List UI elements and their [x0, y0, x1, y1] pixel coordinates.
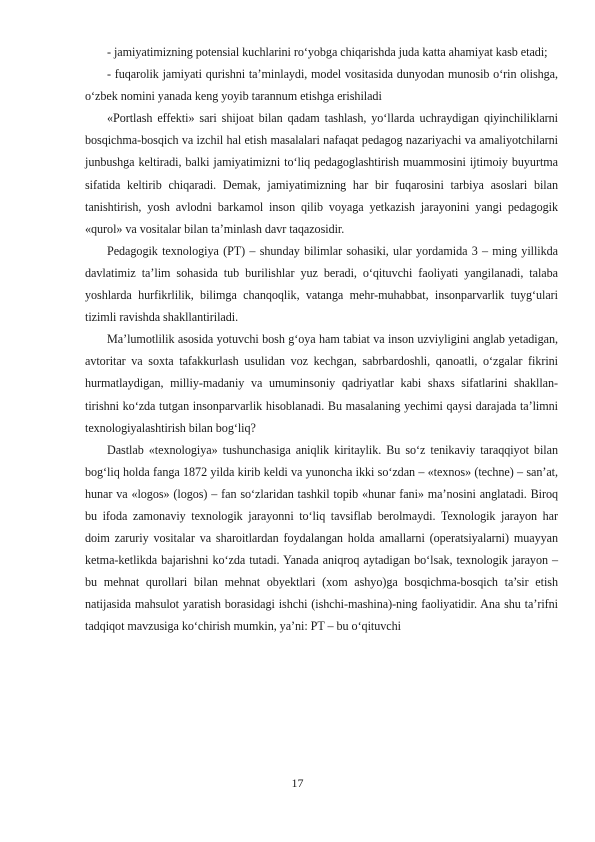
page-number: 17 [291, 776, 304, 790]
paragraph-2: - fuqarolik jamiyati qurishni ta’minlaydi, model vositasida dunyodan munosib o‘rin olishga, o‘zbek nomini yanada keng yoyib tarannum etishga erishiladi [85, 67, 558, 104]
page-body [85, 41, 558, 638]
paragraph-1: - jamiyatimizning potensial kuchlarini ro‘yobga chiqarishda juda katta ahamiyat kasb etadi; [107, 45, 548, 59]
paragraph-6: Dastlab «texnologiya» tushunchasiga aniqlik kiritaylik. Bu so‘z tenikaviy taraqqiyot bilan bog‘liq holda fanga 1872 yilda kirib keldi va yunoncha ikki so‘zdan – «texnos» (techne) – san’at, hunar va «logos» (logos) – fan so‘zlaridan tashkil topib «hunar fani» ma’nosini anglatadi. Biroq bu ifoda zamonaviy texnologik jarayonni to‘liq tavsiflab berolmaydi. Texnologik jarayon har doim zaruriy vositalar va sharoitlardan foydalangan holda amallarni (operatsiyalarni) muayyan ketma-ketlikda bajarishni ko‘zda tutadi. Yanada aniqroq aytadigan bo‘lsak, texnologik jarayon – bu mehnat qurollari bilan mehnat obyektlari (xom ashyo)ga bosqichma-bosqich ta’sir etish natijasida mahsulot yaratish borasidagi ishchi (ishchi-mashina)-ning faoliyatidir. Ana shu ta’rifni tadqiqot mavzusiga ko‘chirish mumkin, ya’ni: PT – bu o‘qituvchi [85, 442, 558, 634]
paragraph-4: Pedagogik texnologiya (PT) – shunday bilimlar sohasiki, ular yordamida 3 – ming yillikda davlatimiz ta’lim sohasida tub burilishlar yuz beradi, o‘qituvchi faoliyati yangilanadi, talaba yoshlarda hurfikrlilik, bilimga chanqoqlik, vatanga mehr-muhabbat, insonparvarlik tuyg‘ulari tizimli ravishda shakllantiriladi. [85, 243, 558, 325]
paragraph-5: Ma’lumotlilik asosida yotuvchi bosh g‘oya ham tabiat va inson uzviyligini anglab yetadigan, avtoritar va soxta tafakkurlash usulidan voz kechgan, sabrbardoshli, qanoatli, o‘zgalar fikrini hurmatlaydigan, milliy-madaniy va umuminsoniy qadriyatlar kabi shaxs sifatlarini shakllan-tirishni ko‘zda tutgan insonparvarlik hisoblanadi. Bu masalaning yechimi qaysi darajada ta’limni texnologiyalashtirish bilan bog‘liq? [85, 332, 558, 435]
paragraph-3: «Portlash effekti» sari shijoat bilan qadam tashlash, yo‘llarda uchraydigan qiyinchiliklarni bosqichma-bosqich va izchil hal etish masalalari nafaqat pedagog nazariyachi va amaliyotchilarni junbushga keltiradi, balki jamiyatimizni to‘liq pedagoglashtirish muammosini ijtimoiy buyurtma sifatida keltirib chiqaradi. Demak, jamiyatimizning har bir fuqarosini tarbiya asoslari bilan tanishtirish, yosh avlodni barkamol inson qilib voyaga yetkazish jarayonini yangi pedagogik «qurol» va vositalar bilan ta’minlash davr taqazosidir. [85, 111, 558, 236]
